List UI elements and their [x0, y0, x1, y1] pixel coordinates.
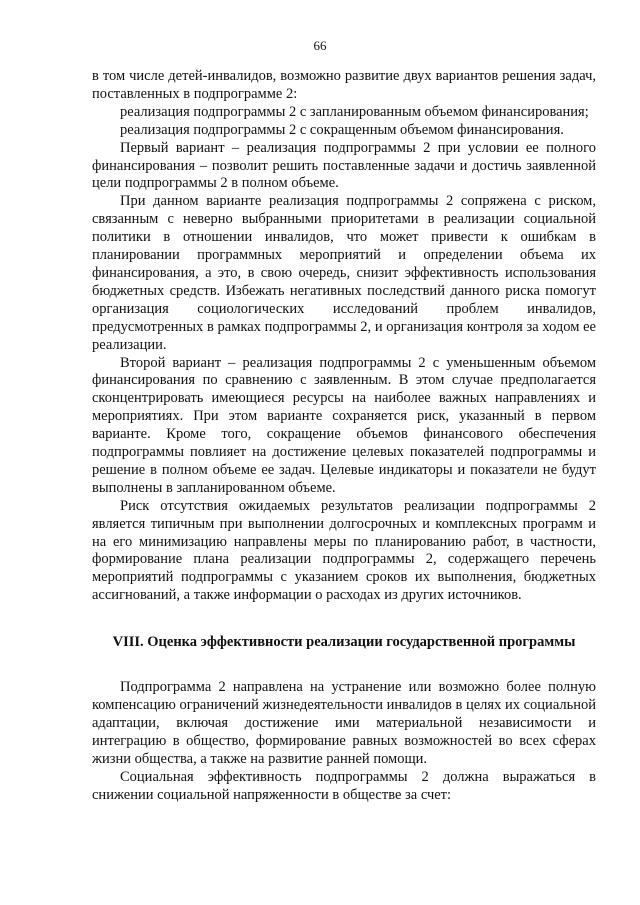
page-number: 66 [313, 38, 327, 53]
section-heading: VIII. Оценка эффективности реализации государственной программы [112, 634, 576, 651]
document-body [92, 68, 596, 804]
paragraph: Риск отсутствия ожидаемых результатов реализации подпрограммы 2 является типичным при выполнении долгосрочных и комплексных программ и на его минимизацию направлены меры по планированию работ, в частности, формирование плана реализации подпрограммы 2, содержащего перечень мероприятий подпрограммы с указанием сроков их выполнения, бюджетных ассигнований, а также информации о расходах из других источников. [92, 497, 596, 604]
paragraph: реализация подпрограммы 2 с запланированным объемом финансирования; [120, 103, 589, 120]
paragraph: При данном варианте реализация подпрограммы 2 сопряжена с риском, связанным с неверно выбранными приоритетами в реализации социальной политики в отношении инвалидов, что может привести к ошибкам в планировании программных мероприятий и определении объема их финансирования, а это, в свою очередь, снизит эффективность использования бюджетных средств. Избежать негативных последствий данного риска помогут организация социологических исследований проблем инвалидов, предусмотренных в рамках подпрограммы 2, и организация контроля за ходом ее реализации. [92, 193, 596, 353]
paragraph: Второй вариант – реализация подпрограммы 2 с уменьшенным объемом финансирования по сравнению с заявленным. В этом случае предполагается сконцентрировать имеющиеся ресурсы на наиболее важных направлениях и мероприятиях. При этом варианте сохраняется риск, указанный в первом варианте. Кроме того, сокращение объемов финансового обеспечения подпрограммы повлияет на достижение целевых показателей подпрограммы и решение в полном объеме ее задач. Целевые индикаторы и показатели не будут выполнены в запланированном объеме. [92, 354, 596, 496]
paragraph: Социальная эффективность подпрограммы 2 должна выражаться в снижении социальной напряженности в обществе за счет: [92, 768, 596, 803]
paragraph: Первый вариант – реализация подпрограммы 2 при условии ее полного финансирования – позволит решить поставленные задачи и достичь заявленной цели подпрограммы 2 в полном объеме. [92, 139, 596, 192]
paragraph: Подпрограмма 2 направлена на устранение или возможно более полную компенсацию ограничений жизнедеятельности инвалидов в целях их социальной адаптации, включая достижение ими материальной независимости и интеграцию в общество, формирование равных возможностей во всех сферах жизни общества, а также на развитие ранней помощи. [92, 679, 596, 767]
paragraph: в том числе детей-инвалидов, возможно развитие двух вариантов решения задач, поставленных в подпрограмме 2: [92, 68, 596, 102]
paragraph: реализация подпрограммы 2 с сокращенным объемом финансирования. [120, 121, 564, 138]
